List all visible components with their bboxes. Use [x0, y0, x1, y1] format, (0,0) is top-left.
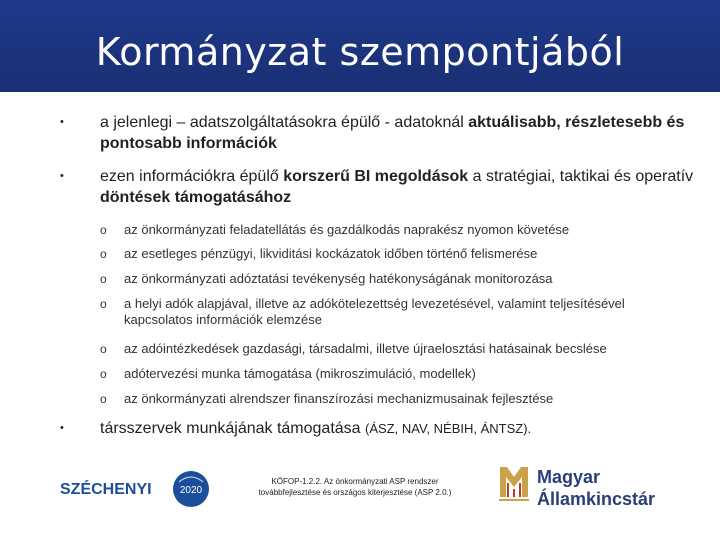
kincstar-logo-line1: Magyar: [537, 467, 601, 487]
sub-bullet-marker: o: [100, 367, 107, 381]
kincstar-logo-line2: Államkincstár: [537, 489, 656, 509]
sub-bullet-marker: o: [100, 223, 107, 237]
project-caption: [230, 476, 480, 498]
sub-bullet-marker: o: [100, 392, 107, 406]
kincstar-emblem-icon: [499, 467, 529, 501]
sub-bullet-text: az önkormányzati alrendszer finanszírozási mechanizmusainak fejlesztése: [124, 391, 554, 406]
bullet-text: társszervek munkájának támogatása (ÁSZ, NAV, NÉBIH, ÁNTSZ).: [100, 420, 532, 437]
magyar-allamkincstar-logo: [497, 463, 697, 513]
bullet-marker: •: [60, 170, 64, 182]
sub-bullet-text: az önkormányzati feladatellátás és gazdálkodás naprakész nyomon követése: [124, 222, 570, 237]
bullet-text: a jelenlegi – adatszolgáltatásokra épülő - adatoknál aktuálisabb, részletesebb és pontosabb információk: [100, 114, 685, 152]
page-title: Kormányzat szempontjából: [95, 30, 625, 74]
sub-bullet-text: az önkormányzati adóztatási tevékenység hatékonyságának monitorozása: [124, 271, 553, 286]
sub-bullet-marker: o: [100, 272, 107, 286]
sub-bullet-marker: o: [100, 297, 107, 311]
bullet-marker: •: [60, 116, 64, 128]
sub-bullet-text: adótervezési munka támogatása (mikroszimuláció, modellek): [124, 366, 476, 381]
szechenyi-logo-graphic: [60, 462, 210, 512]
kincstar-logo-graphic: [497, 463, 697, 513]
sub-bullet-text: a helyi adók alapjával, illetve az adókötelezettség levezetésével, valamint teljesítésével kapcsolatos információk elemzése: [124, 296, 625, 327]
bullet-text: ezen információkra épülő korszerű BI megoldások a stratégiai, taktikai és operatív döntések támogatásához: [100, 168, 694, 206]
szechenyi-logo-text: SZÉCHENYI: [60, 481, 152, 498]
title-bar: [0, 0, 720, 92]
caption-line-1: KÖFOP-1.2.2. Az önkormányzati ASP rendszer: [271, 477, 439, 486]
caption-line-2: továbbfejlesztése és országos kiterjesztése (ASP 2.0.): [258, 488, 452, 497]
sub-bullet-text: az adóintézkedések gazdasági, társadalmi, illetve újraelosztási hatásainak becslése: [124, 341, 607, 356]
sub-bullet-marker: o: [100, 247, 107, 261]
bullet-marker: •: [60, 422, 64, 434]
logo-badge-text: 2020: [179, 485, 203, 496]
sub-bullet-text: az esetleges pénzügyi, likviditási kockázatok időben történő felismerése: [124, 246, 538, 261]
sub-bullet-marker: o: [100, 342, 107, 356]
szechenyi-2020-logo: [60, 462, 210, 512]
